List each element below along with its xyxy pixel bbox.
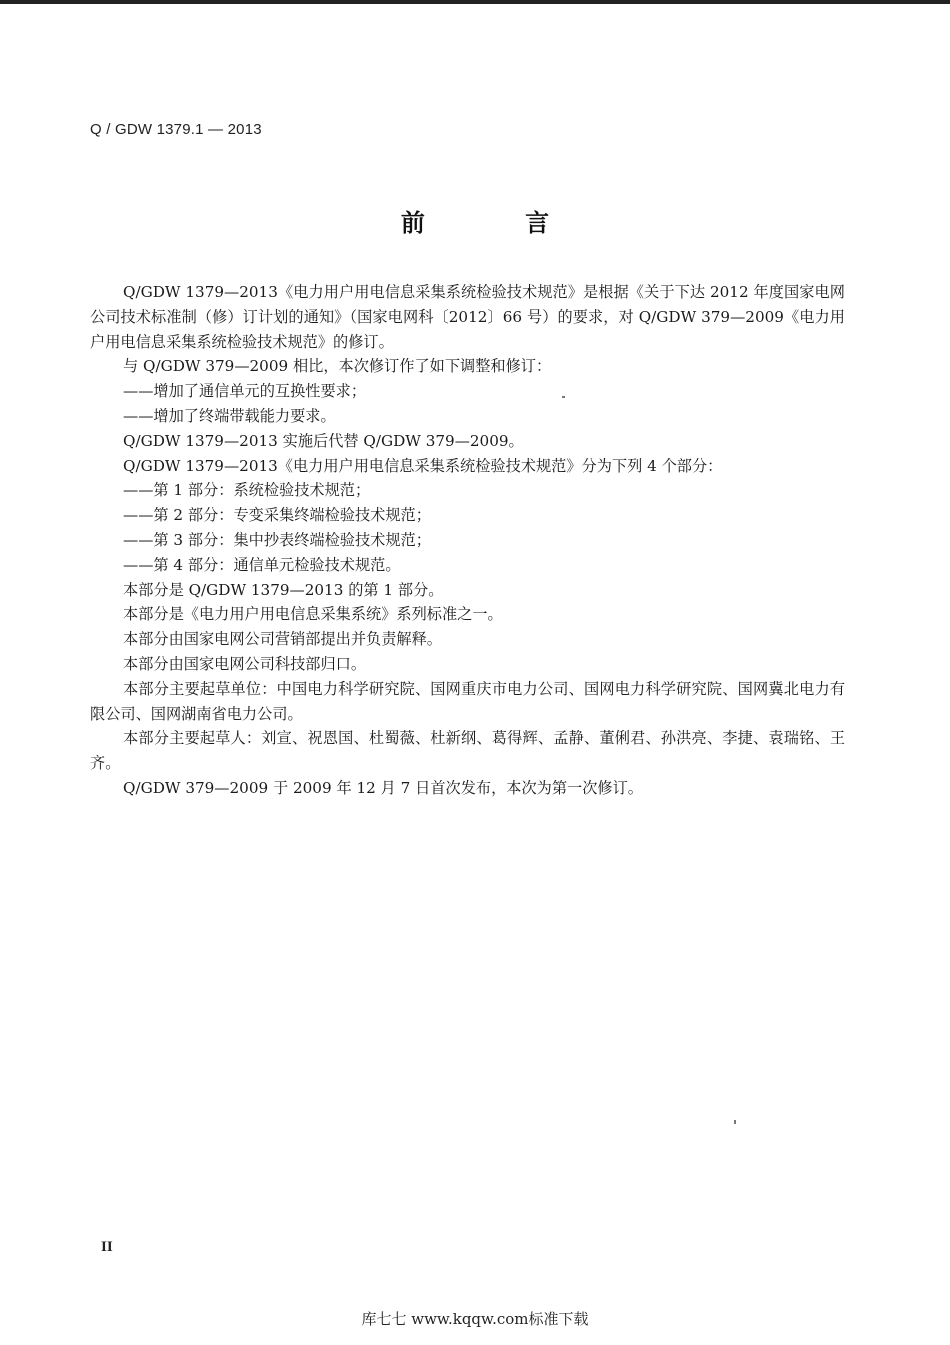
page-number: II bbox=[101, 1239, 113, 1255]
paragraph-drafters: 本部分主要起草人：刘宣、祝恩国、杜蜀薇、杜新纲、葛得辉、孟静、董俐君、孙洪亮、李捷、袁瑞铭、王齐。 bbox=[90, 729, 845, 773]
paragraph-parts-intro: Q/GDW 1379—2013《电力用户用电信息采集系统检验技术规范》分为下列 4 个部分： bbox=[123, 456, 723, 475]
scan-speck bbox=[734, 1120, 736, 1124]
paragraph-replacement: Q/GDW 1379—2013 实施后代替 Q/GDW 379—2009。 bbox=[123, 431, 524, 450]
paragraph-series: 本部分是《电力用户用电信息采集系统》系列标准之一。 bbox=[123, 605, 503, 624]
standard-code-header: Q / GDW 1379.1 — 2013 bbox=[90, 121, 262, 138]
top-border-rule bbox=[0, 0, 950, 4]
page-title: 前 言 bbox=[400, 209, 596, 237]
paragraph-intro: Q/GDW 1379—2013《电力用户用电信息采集系统检验技术规范》是根据《关于下达 2012 年度国家电网公司技术标准制（修）订计划的通知》（国家电网科〔2012〕66 号）的要求，对 Q/GDW 379—2009《电力用户用电信息采集系统检验技术规范》的修订。 bbox=[90, 283, 845, 351]
paragraph-proposer: 本部分由国家电网公司营销部提出并负责解释。 bbox=[123, 630, 442, 649]
list-item-change-1: ——增加了通信单元的互换性要求； bbox=[123, 382, 366, 401]
footer-watermark: 库七七 www.kqqw.com标准下载 bbox=[361, 1310, 589, 1328]
paragraph-administrator: 本部分由国家电网公司科技部归口。 bbox=[123, 654, 366, 673]
scan-speck bbox=[562, 396, 565, 398]
list-item-part-3: ——第 3 部分：集中抄表终端检验技术规范； bbox=[123, 530, 431, 549]
list-item-change-2: ——增加了终端带载能力要求。 bbox=[123, 406, 336, 425]
foreword-body bbox=[90, 280, 845, 801]
paragraph-this-part: 本部分是 Q/GDW 1379—2013 的第 1 部分。 bbox=[123, 580, 444, 599]
paragraph-history: Q/GDW 379—2009 于 2009 年 12 月 7 日首次发布，本次为第一次修订。 bbox=[123, 778, 643, 797]
list-item-part-2: ——第 2 部分：专变采集终端检验技术规范； bbox=[123, 506, 431, 525]
list-item-part-1: ——第 1 部分：系统检验技术规范； bbox=[123, 481, 371, 500]
list-item-part-4: ——第 4 部分：通信单元检验技术规范。 bbox=[123, 555, 401, 574]
paragraph-drafting-units: 本部分主要起草单位：中国电力科学研究院、国网重庆市电力公司、国网电力科学研究院、国网冀北电力有限公司、国网湖南省电力公司。 bbox=[90, 679, 845, 723]
paragraph-comparison: 与 Q/GDW 379—2009 相比，本次修订作了如下调整和修订： bbox=[123, 357, 552, 376]
